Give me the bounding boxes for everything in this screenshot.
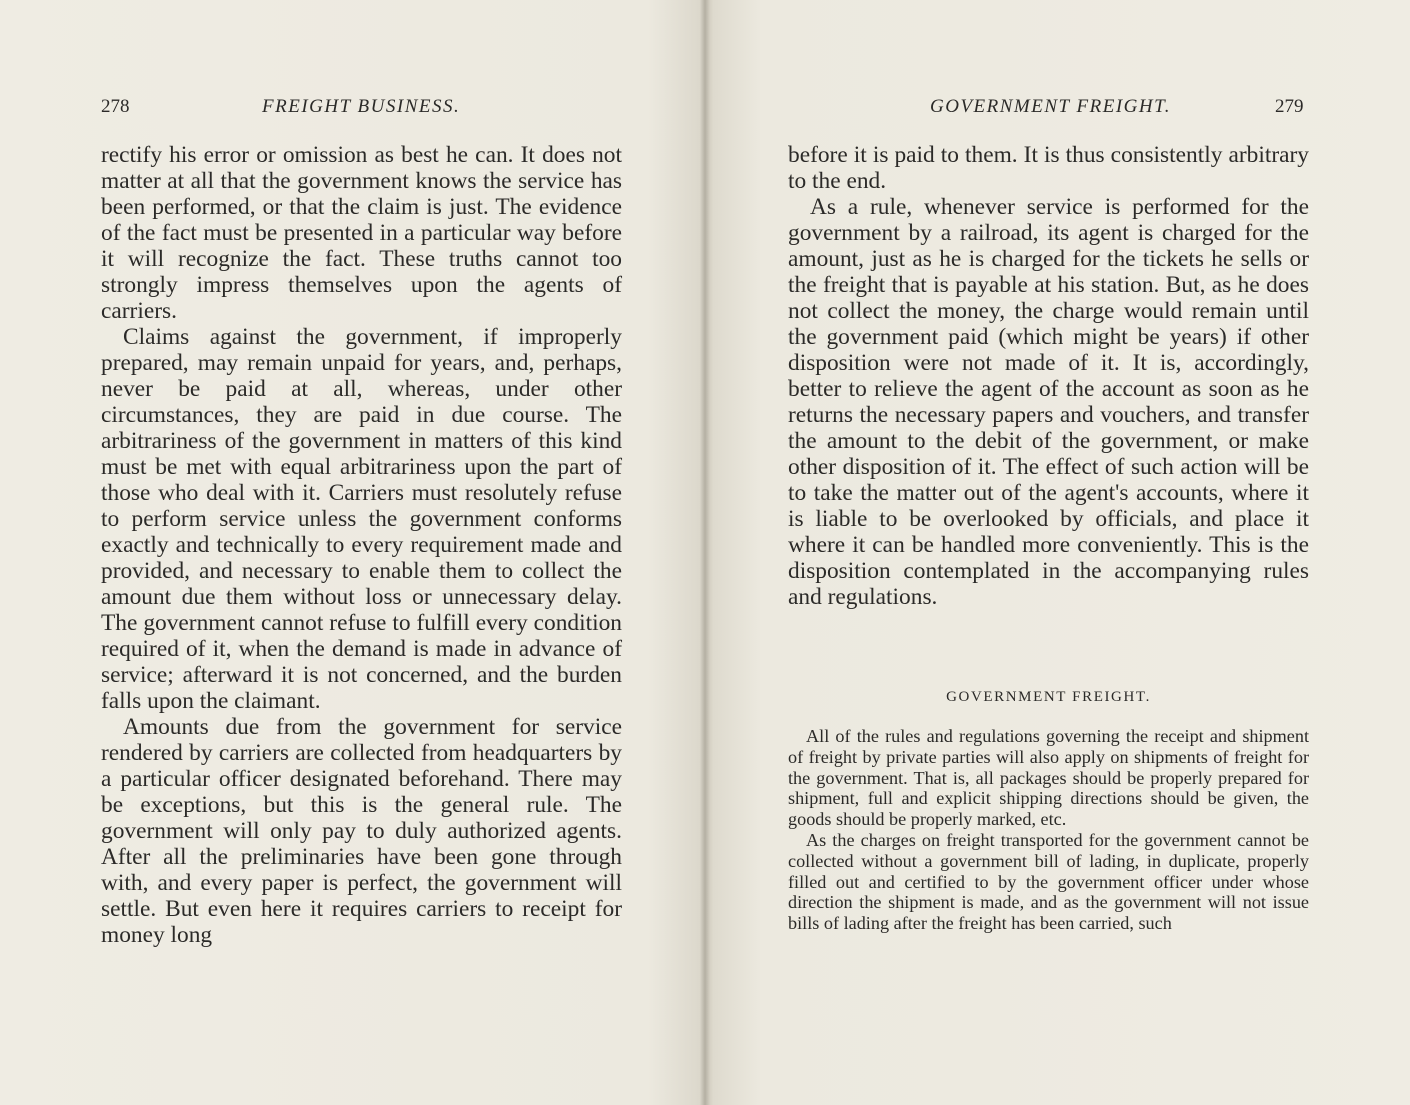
right-body-text — [788, 142, 1309, 610]
left-paragraph-1: rectify his error or omission as best he can. It does not matter at all that the government knows the service has been performed, or that the claim is just. The evidence of the fact must be presented in a particular way before it will recognize the fact. These truths cannot too strongly impress themselves upon the agents of carriers. — [101, 142, 622, 324]
left-page-number: 278 — [101, 96, 130, 117]
rules-paragraph-2: As the charges on freight transported for the government cannot be collected without a government bill of lading, in duplicate, properly filled out and certified to by the government officer under whose direction the shipment is made, and as the government will not issue bills of lading after the freight has been carried, such — [788, 829, 1309, 934]
right-paragraph-1: before it is paid to them. It is thus consistently arbitrary to the end. — [788, 142, 1309, 194]
rules-paragraph-1: All of the rules and regulations governing the receipt and shipment of freight by private parties will also apply on shipments of freight for the government. That is, all packages should be properly prepared for shipment, full and explicit shipping directions should be given, the goods should be properly marked, etc. — [788, 726, 1309, 830]
right-page — [705, 0, 1410, 1105]
left-body-text — [101, 142, 622, 948]
left-running-title: FREIGHT BUSINESS. — [262, 96, 461, 117]
right-running-title: GOVERNMENT FREIGHT. — [930, 96, 1172, 117]
left-paragraph-3: Amounts due from the government for service rendered by carriers are collected from headquarters by a particular officer designated beforehand. There may be exceptions, but this is the general rule. The government will only pay to duly authorized agents. After all the preliminaries have been gone through with, and every paper is perfect, the government will settle. But even here it requires carriers to receipt for money long — [101, 714, 622, 948]
right-page-number: 279 — [1275, 96, 1304, 117]
left-paragraph-2: Claims against the government, if improperly prepared, may remain unpaid for years, and, perhaps, never be paid at all, whereas, under other circumstances, they are paid in due course. The arbitrariness of the government in matters of this kind must be met with equal arbitrariness upon the part of those who deal with it. Carriers must resolutely refuse to perform service unless the government conforms exactly and technically to every requirement made and provided, and necessary to enable them to collect the amount due them without loss or unnecessary delay. The government cannot refuse to fulfill every condition required of it, when the demand is made in advance of service; afterward it is not concerned, and the burden falls upon the claimant. — [101, 324, 622, 714]
section-heading: GOVERNMENT FREIGHT. — [946, 689, 1151, 705]
rules-text — [788, 726, 1309, 934]
right-paragraph-2: As a rule, whenever service is performed for the government by a railroad, its agent is charged for the amount, just as he is charged for the tickets he sells or the freight that is payable at his station. But, as he does not collect the money, the charge would remain until the government paid (which might be years) if other disposition were not made of it. It is, accordingly, better to relieve the agent of the account as soon as he returns the necessary papers and vouchers, and transfer the amount to the debit of the government, or make other disposition of it. The effect of such action will be to take the matter out of the agent's accounts, where it is liable to be overlooked by officials, and place it where it can be handled more conveniently. This is the disposition contemplated in the accompanying rules and regulations. — [788, 194, 1309, 610]
